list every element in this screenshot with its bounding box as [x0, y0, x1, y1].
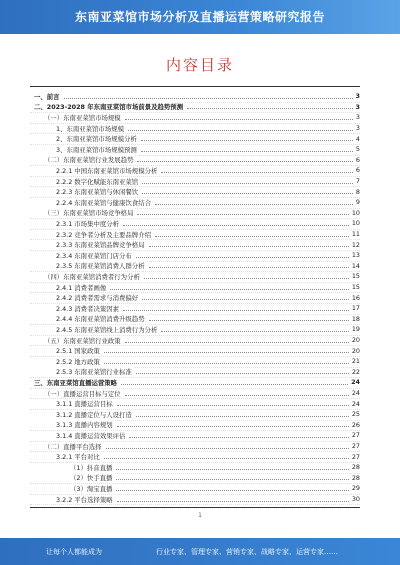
- toc-leader-dots: [137, 161, 352, 162]
- toc-entry-title: 2.3.5 东南亚菜馆消费人群分析: [30, 261, 147, 270]
- toc-leader-dots: [161, 172, 353, 173]
- toc-leader-dots: [149, 246, 349, 247]
- table-of-contents: [30, 86, 360, 508]
- toc-leader-dots: [106, 448, 349, 449]
- toc-entry[interactable]: [30, 494, 360, 506]
- toc-entry-title: 2.2.3 东南亚菜馆与休闲餐饮: [30, 187, 140, 196]
- report-header: [0, 0, 400, 34]
- toc-leader-dots: [121, 384, 348, 385]
- toc-entry-page: 15: [351, 283, 360, 292]
- toc-leader-dots: [142, 299, 349, 300]
- toc-entry-title: 2.3.1 市场集中度分析: [30, 219, 121, 228]
- toc-entry-page: 3: [355, 124, 360, 133]
- toc-leader-dots: [104, 363, 349, 364]
- toc-leader-dots: [129, 437, 348, 438]
- toc-entry-title: （1）抖音直播: [30, 463, 114, 472]
- toc-entry-title: 2、东南亚菜馆市场规模分析: [30, 134, 139, 143]
- toc-leader-dots: [136, 257, 349, 258]
- toc-entry-page: 11: [351, 230, 360, 239]
- toc-entry-title: 二、2023-2028 年东南亚菜馆市场前景及趋势预测: [30, 102, 185, 111]
- toc-entry-title: 3.2.2 平台选择策略: [30, 495, 115, 504]
- toc-entry-title: 一、前言: [30, 92, 62, 101]
- toc-entry-page: 25: [351, 410, 360, 419]
- toc-entry-title: （二）直播平台选择: [30, 442, 104, 451]
- toc-entry-page: 27: [351, 431, 360, 440]
- toc-entry-page: 28: [351, 473, 360, 482]
- toc-entry-title: （四）东南亚菜馆消费者行为分析: [30, 272, 142, 281]
- footer-slogan-right: 行业专家、管理专家、营销专家、战略专家、运营专家……: [156, 547, 338, 556]
- toc-leader-dots: [136, 373, 349, 374]
- toc-entry-title: 2.2.4 东南亚菜馆与健康饮食结合: [30, 198, 153, 207]
- toc-entry-page: 8: [355, 187, 360, 196]
- toc-leader-dots: [123, 225, 349, 226]
- toc-entry-title: （2）快手直播: [30, 473, 114, 482]
- toc-entry-title: 2.4.3 消费者决策因素: [30, 304, 121, 313]
- toc-entry-page: 30: [351, 495, 360, 504]
- toc-entry-page: 6: [355, 166, 360, 175]
- toc-entry-page: 10: [351, 219, 360, 228]
- toc-entry-page: 5: [355, 145, 360, 154]
- report-title: 东南亚菜馆市场分析及直播运营策略研究报告: [74, 10, 325, 24]
- toc-entry-page: 12: [351, 240, 360, 249]
- toc-entry-page: 10: [351, 208, 360, 217]
- toc-entry-page: 26: [351, 420, 360, 429]
- toc-entry-title: （二）东南亚菜馆行业发展趋势: [30, 155, 135, 164]
- toc-entry-page: 27: [351, 442, 360, 451]
- toc-entry-page: 6: [355, 155, 360, 164]
- page-number: 1: [198, 512, 202, 519]
- toc-leader-dots: [117, 405, 349, 406]
- toc-leader-dots: [141, 151, 353, 152]
- toc-leader-dots: [141, 140, 353, 141]
- toc-leader-dots: [155, 204, 353, 205]
- toc-leader-dots: [123, 310, 349, 311]
- report-footer: [0, 538, 400, 565]
- toc-entry-title: （3）淘宝直播: [30, 484, 114, 493]
- toc-entry-title: （三）东南亚菜馆市场竞争格局: [30, 208, 135, 217]
- toc-entry-title: 2.5.2 地方政策: [30, 357, 102, 366]
- toc-leader-dots: [149, 267, 349, 268]
- toc-leader-dots: [128, 130, 353, 131]
- toc-entry-page: 24: [351, 389, 360, 398]
- toc-entry-page: 15: [351, 272, 360, 281]
- toc-entry-page: 20: [351, 336, 360, 345]
- toc-leader-dots: [144, 278, 349, 279]
- toc-title: 内容目录: [165, 56, 234, 74]
- toc-leader-dots: [110, 289, 349, 290]
- toc-entry-title: 2.4.5 东南亚菜馆线上消费行为分析: [30, 325, 159, 334]
- footer-slogan-left: 让每个人都能成为: [46, 547, 102, 556]
- toc-leader-dots: [136, 416, 349, 417]
- toc-leader-dots: [117, 426, 349, 427]
- toc-entry-title: 2.4.2 消费者需求与消费偏好: [30, 293, 140, 302]
- toc-leader-dots: [142, 193, 353, 194]
- toc-entry-title: 3.1.4 直播运营效果评估: [30, 431, 127, 440]
- toc-entry-title: 3、东南亚菜馆市场规模预测: [30, 145, 139, 154]
- toc-entry-page: 18: [351, 314, 360, 323]
- toc-leader-dots: [116, 490, 348, 491]
- toc-entry-page: 28: [351, 463, 360, 472]
- toc-leader-dots: [137, 214, 348, 215]
- toc-leader-dots: [149, 320, 349, 321]
- toc-entry-page: 4: [355, 134, 360, 143]
- toc-leader-dots: [161, 331, 348, 332]
- toc-entry-title: 2.5.3 东南亚菜馆行业标准: [30, 367, 134, 376]
- toc-entry-title: 2.4.1 消费者画像: [30, 283, 108, 292]
- toc-entry-title: 2.5.1 国家政策: [30, 346, 102, 355]
- toc-entry-page: 17: [351, 304, 360, 313]
- toc-leader-dots: [125, 119, 353, 120]
- toc-entry-page: 20: [351, 346, 360, 355]
- toc-entry-title: 2.3.4 东南亚菜馆门店分布: [30, 251, 134, 260]
- toc-entry-title: 3.1.2 直播定位与人设打造: [30, 410, 134, 419]
- toc-entry-page: 19: [351, 325, 360, 334]
- toc-leader-dots: [104, 352, 349, 353]
- toc-entry-page: 24: [351, 378, 360, 387]
- toc-entry-title: （一）直播运营目标与定位: [30, 389, 123, 398]
- toc-entry-page: 7: [355, 177, 360, 186]
- toc-entry-page: 29: [351, 484, 360, 493]
- toc-entry-title: 2.2.1 中国东南亚菜馆市场规模分析: [30, 166, 159, 175]
- toc-entry-page: 3: [355, 102, 360, 111]
- toc-entry-page: 9: [355, 198, 360, 207]
- toc-entry-title: 1、东南亚菜馆市场规模: [30, 124, 126, 133]
- toc-entry-page: 16: [351, 293, 360, 302]
- toc-leader-dots: [116, 469, 348, 470]
- toc-entry-page: 3: [355, 113, 360, 122]
- toc-entry-title: 3.1.3 直播内容规划: [30, 420, 115, 429]
- toc-entry-page: 3: [355, 92, 360, 101]
- toc-entry-title: 3.1.1 直播运营目标: [30, 399, 115, 408]
- toc-leader-dots: [117, 501, 349, 502]
- toc-entry-page: 22: [351, 367, 360, 376]
- toc-leader-dots: [187, 108, 352, 109]
- toc-entry-title: （五）东南亚菜馆行业政策: [30, 336, 123, 345]
- toc-entry-page: 21: [351, 357, 360, 366]
- toc-entry-title: 2.3.2 竞争者分析及主要品牌介绍: [30, 230, 153, 239]
- toc-leader-dots: [104, 458, 349, 459]
- toc-entry-title: 三、东南亚菜馆直播运营策略: [30, 378, 119, 387]
- toc-leader-dots: [116, 479, 348, 480]
- toc-entry-page: 27: [351, 452, 360, 461]
- toc-entry-title: 2.4.4 东南亚菜馆消费升级趋势: [30, 314, 147, 323]
- toc-entry-title: （一）东南亚菜馆市场规模: [30, 113, 123, 122]
- toc-leader-dots: [64, 98, 353, 99]
- toc-entry-title: 2.3.3 东南亚菜馆品牌竞争格局: [30, 240, 147, 249]
- toc-entry-page: 24: [351, 399, 360, 408]
- toc-leader-dots: [155, 236, 349, 237]
- toc-entry-page: 13: [351, 251, 360, 260]
- toc-entry-title: 3.2.1 平台对比: [30, 452, 102, 461]
- toc-entry-title: 2.2.2 数字化赋能东南亚菜馆: [30, 177, 140, 186]
- toc-leader-dots: [125, 342, 349, 343]
- toc-leader-dots: [125, 395, 349, 396]
- toc-entry-page: 14: [351, 261, 360, 270]
- toc-leader-dots: [142, 183, 353, 184]
